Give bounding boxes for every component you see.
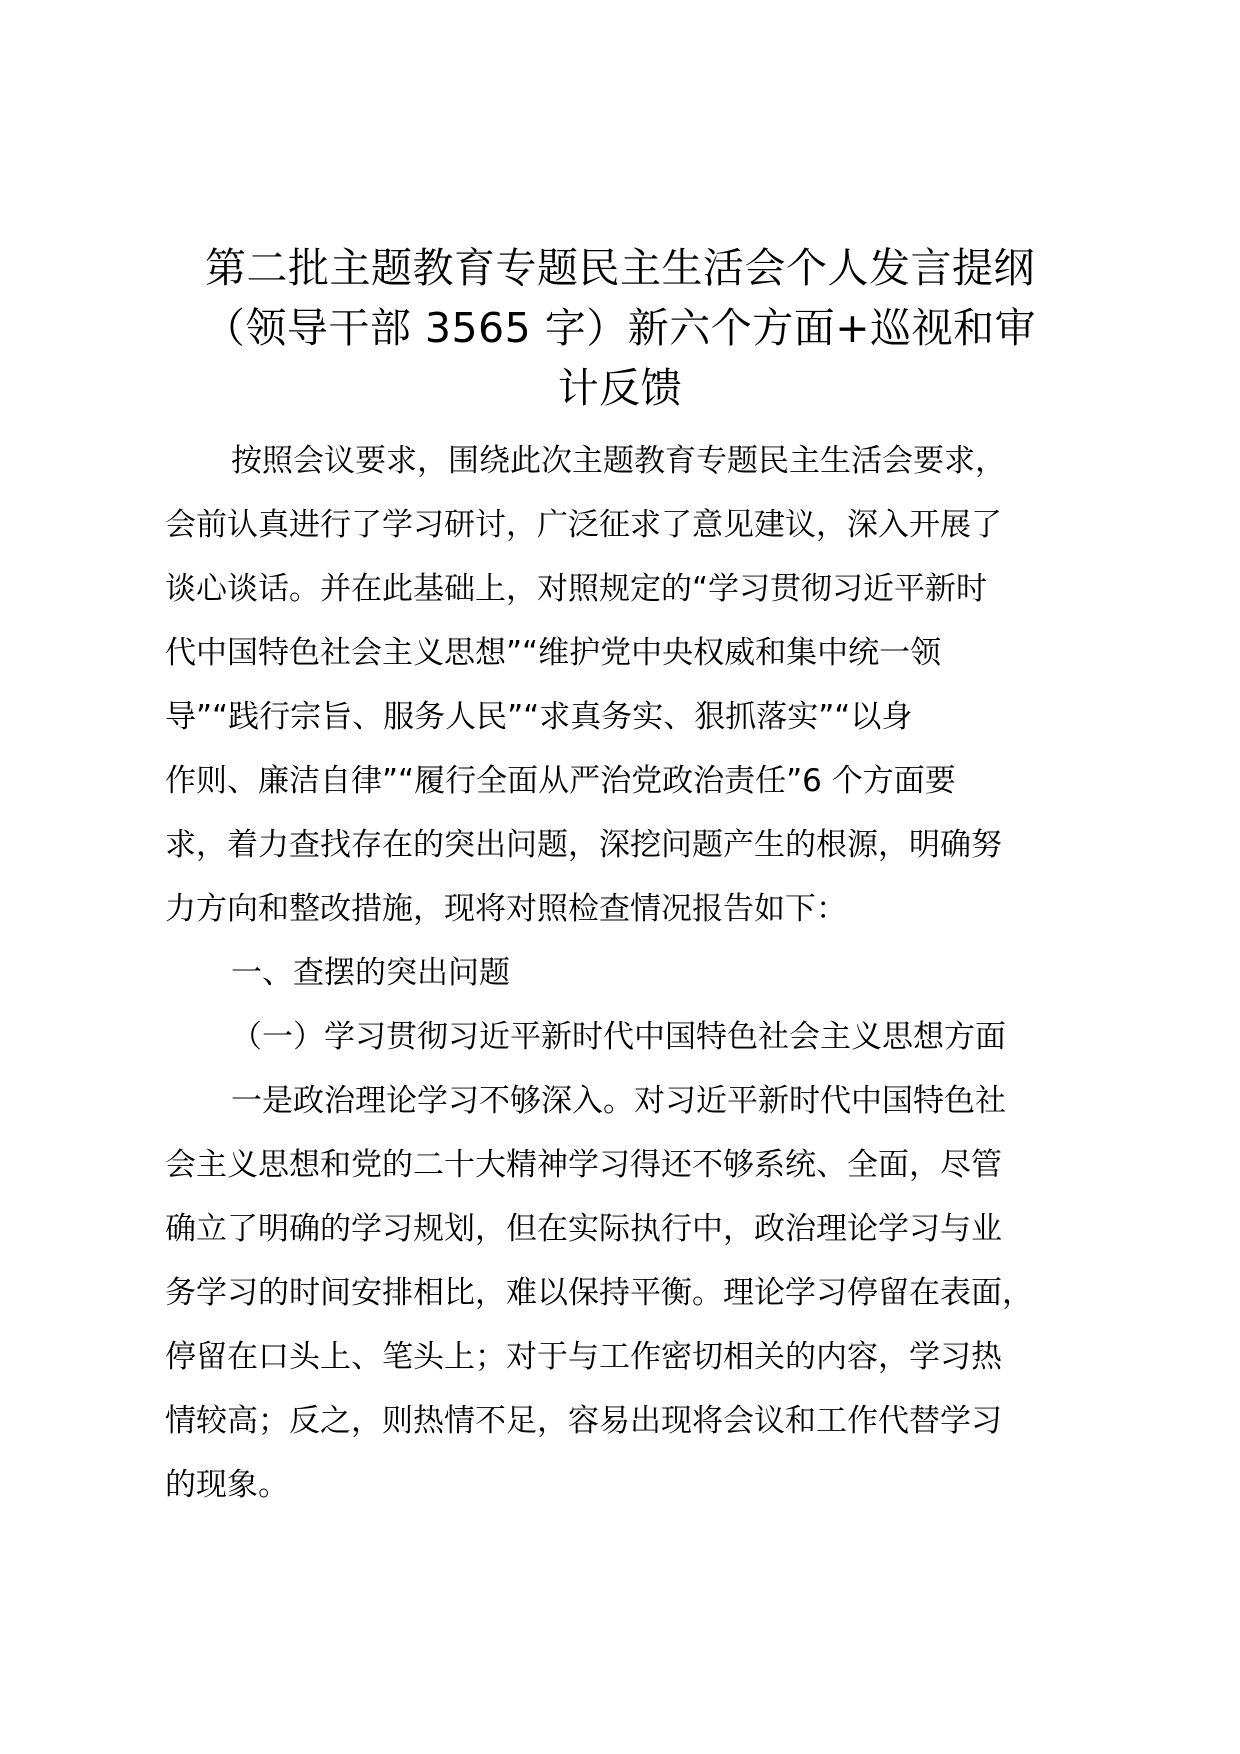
document-body — [165, 429, 1095, 1517]
text-line: 力方向和整改措施，现将对照检查情况报告如下： — [165, 891, 847, 927]
text-line: 确立了明确的学习规划，但在实际执行中，政治理论学习与业 — [165, 1211, 1002, 1247]
section-heading: 一、查摆的突出问题 — [231, 955, 510, 991]
section-heading-paragraph — [165, 941, 1095, 1005]
text-line: 导”“践行宗旨、服务人民”“求真务实、狠抓落实”“以身 — [165, 699, 913, 735]
document-title — [155, 238, 1085, 418]
subsection-heading: （一）学习贯彻习近平新时代中国特色社会主义思想方面 — [231, 1019, 1006, 1055]
text-line: 情较高；反之，则热情不足，容易出现将会议和工作代替学习 — [165, 1403, 1002, 1439]
text-line: 会前认真进行了学习研讨，广泛征求了意见建议，深入开展了 — [165, 507, 1002, 543]
text-line: 按照会议要求，围绕此次主题教育专题民主生活会要求， — [231, 443, 1006, 479]
text-line: 停留在口头上、笔头上；对于与工作密切相关的内容，学习热 — [165, 1339, 1002, 1375]
intro-paragraph — [165, 429, 1095, 941]
text-line: 代中国特色社会主义思想”“维护党中央权威和集中统一领 — [165, 635, 942, 671]
subsection-heading-paragraph — [165, 1005, 1095, 1069]
text-line: 求，着力查找存在的突出问题，深挖问题产生的根源，明确努 — [165, 827, 1002, 863]
title-line: 计反馈 — [557, 364, 683, 412]
title-line: （领导干部 3565 字）新六个方面+巡视和审 — [203, 304, 1037, 352]
point-paragraph — [165, 1069, 1095, 1517]
text-line: 谈心谈话。并在此基础上，对照规定的“学习贯彻习近平新时 — [165, 571, 988, 607]
text-line: 作则、廉洁自律”“履行全面从严治党政治责任”6 个方面要 — [165, 763, 956, 799]
title-line: 第二批主题教育专题民主生活会个人发言提纲 — [205, 244, 1035, 292]
text-line: 会主义思想和党的二十大精神学习得还不够系统、全面，尽管 — [165, 1147, 1002, 1183]
text-line: 务学习的时间安排相比，难以保持平衡。理论学习停留在表面， — [165, 1275, 1033, 1311]
text-line: 的现象。 — [165, 1467, 289, 1503]
text-line: 一是政治理论学习不够深入。对习近平新时代中国特色社 — [231, 1083, 1006, 1119]
